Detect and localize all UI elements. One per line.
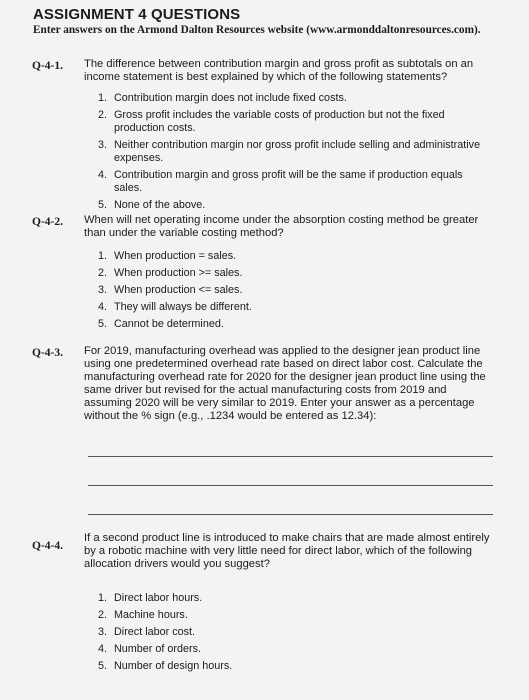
option-item[interactable] [98,267,493,280]
option-text: When production <= sales. [114,284,243,296]
option-number: 2. [98,267,108,279]
option-number: 4. [98,301,108,313]
option-text: Neither contribution margin nor gross profit include selling and administrative expenses. [114,139,481,164]
option-item[interactable] [98,301,493,314]
option-item[interactable] [98,109,493,135]
option-number: 5. [98,318,108,330]
option-item[interactable] [98,609,493,622]
option-item[interactable] [98,660,493,673]
option-text: They will always be different. [114,301,252,313]
options-list [98,92,493,216]
question-text: When will net operating income under the absorption costing method be greater than under the variable costing method? [84,214,479,239]
option-text: Direct labor hours. [114,592,203,604]
instructions-text: Enter answers on the Armond Dalton Resources website (www.armonddaltonresources.com). [33,24,481,36]
question-number: Q-4-4. [32,540,63,552]
option-text: Gross profit includes the variable costs of production but not the fixed production costs. [114,109,445,134]
option-item[interactable] [98,643,493,656]
option-text: Cannot be determined. [114,318,224,330]
option-number: 5. [98,660,108,672]
option-text: When production >= sales. [114,267,243,279]
option-number: 4. [98,169,108,181]
option-text: Number of design hours. [114,660,233,672]
option-number: 3. [98,284,108,296]
options-list [98,250,493,335]
option-text: None of the above. [114,199,206,211]
option-item[interactable] [98,318,493,331]
option-text: Direct labor cost. [114,626,196,638]
option-number: 5. [98,199,108,211]
option-item[interactable] [98,92,493,105]
option-text: When production = sales. [114,250,237,262]
option-item[interactable] [98,592,493,605]
option-number: 2. [98,109,108,121]
option-item[interactable] [98,139,493,165]
option-number: 4. [98,643,108,655]
answer-line[interactable] [88,514,493,515]
option-text: Machine hours. [114,609,188,621]
option-text: Contribution margin does not include fixed costs. [114,92,347,104]
question-text: The difference between contribution margin and gross profit as subtotals on an income statement is best explained by which of the following statements? [84,58,474,83]
option-item[interactable] [98,284,493,297]
question-number: Q-4-2. [32,216,63,228]
option-item[interactable] [98,169,493,195]
option-number: 1. [98,92,108,104]
answer-line[interactable] [88,456,493,457]
question-number: Q-4-3. [32,347,63,359]
option-number: 2. [98,609,108,621]
option-text: Number of orders. [114,643,202,655]
options-list [98,592,493,677]
option-item[interactable] [98,626,493,639]
option-number: 3. [98,139,108,151]
page-title: ASSIGNMENT 4 QUESTIONS [33,6,241,23]
answer-line[interactable] [88,485,493,486]
option-item[interactable] [98,250,493,263]
option-number: 3. [98,626,108,638]
option-number: 1. [98,592,108,604]
question-text: For 2019, manufacturing overhead was applied to the designer jean product line using one predetermined overhead rate based on direct labor cost. Calculate the manufacturing overhead rate for 2020 for the designer jean product line using the same driver but revised for the actual manufacturing costs from 2019 and assuming 2020 will be very similar to 2019. Enter your answer as a percentage without the % sign (e.g., .1234 would be entered as 12.34): [84,345,486,422]
option-number: 1. [98,250,108,262]
option-item[interactable] [98,199,493,212]
option-text: Contribution margin and gross profit will be the same if production equals sales. [114,169,463,194]
question-text: If a second product line is introduced to make chairs that are made almost entirely by a robotic machine with very little need for direct labor, which of the following allocation drivers would you suggest? [84,532,490,570]
question-number: Q-4-1. [32,60,63,72]
